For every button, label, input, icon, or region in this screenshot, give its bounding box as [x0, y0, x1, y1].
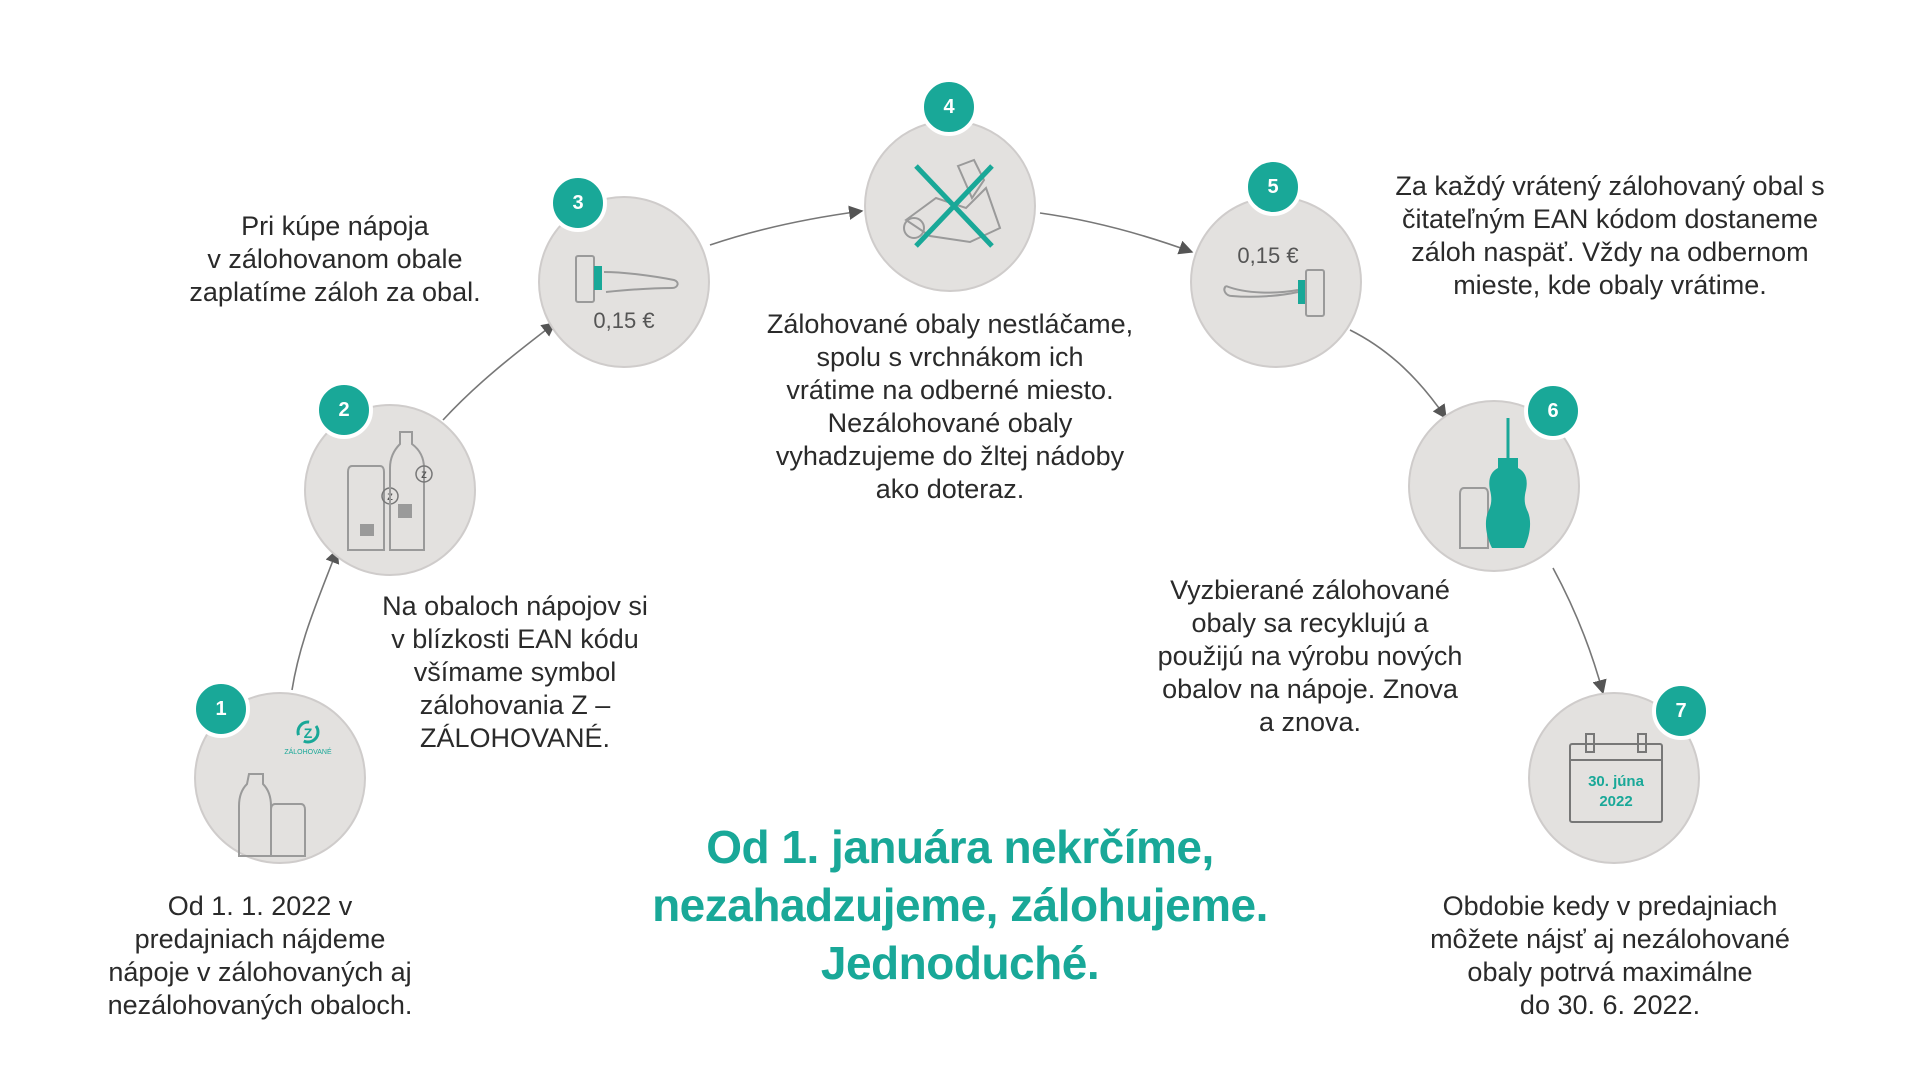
step-4-badge: 4 [920, 78, 978, 136]
no-crushing-icon [866, 122, 1038, 294]
step-5-text: Za každý vrátený zálohovaný obal s čitateľným EAN kódom dostaneme záloh naspäť. Vždy na odbernom mieste, kde obaly vrátime. [1395, 171, 1825, 300]
arrow-3-4 [710, 211, 862, 245]
step-7-badge: 7 [1652, 682, 1710, 740]
svg-text:Z: Z [421, 470, 427, 480]
headline: Od 1. januára nekrčíme, nezahadzujeme, zálohujeme. Jednoduché. [652, 821, 1268, 989]
step-2-text: Na obaloch nápojov si v blízkosti EAN kódu všímame symbol zálohovania Z – ZÁLOHOVANÉ. [382, 591, 648, 753]
arrow-4-5 [1040, 213, 1192, 252]
step-3-badge: 3 [549, 174, 607, 232]
step-7-date-line-2: 2022 [1599, 793, 1633, 810]
step-7-date-line-1: 30. júna [1588, 773, 1644, 790]
step-1-text: Od 1. 1. 2022 v predajniach nájdeme nápoje v zálohovaných aj nezálohovaných obaloch. [107, 891, 413, 1020]
hand-receiving-icon [1192, 198, 1364, 370]
step-1-badge: 1 [192, 680, 250, 738]
arrow-6-7 [1553, 568, 1603, 693]
step-3-text: Pri kúpe nápoja v zálohovanom obale zaplatíme záloh za obal. [189, 211, 481, 307]
step-3-price: 0,15 € [593, 308, 655, 333]
step-4-circle [864, 120, 1036, 292]
step-5-circle [1190, 196, 1362, 368]
step-6-text: Vyzbierané zálohované obaly sa recyklujú a použijú na výrobu nových obalov na nápoje. Znova a znova. [1157, 575, 1463, 737]
svg-text:Z: Z [303, 725, 313, 741]
zalohovane-symbol-label: ZÁLOHOVANÉ [284, 749, 332, 756]
svg-text:Z: Z [387, 492, 393, 502]
step-2-badge: 2 [315, 381, 373, 439]
step-6-badge: 6 [1524, 382, 1582, 440]
step-7-text: Obdobie kedy v predajniach môžete nájsť aj nezálohované obaly potrvá maximálne do 30. 6. 2022. [1430, 891, 1790, 1020]
step-5-badge: 5 [1244, 158, 1302, 216]
step-5-price: 0,15 € [1237, 243, 1299, 268]
step-4-text: Zálohované obaly nestláčame, spolu s vrchnákom ich vrátime na odberné miesto. Nezálohované obaly vyhadzujeme do žltej nádoby ako doteraz. [766, 309, 1134, 504]
